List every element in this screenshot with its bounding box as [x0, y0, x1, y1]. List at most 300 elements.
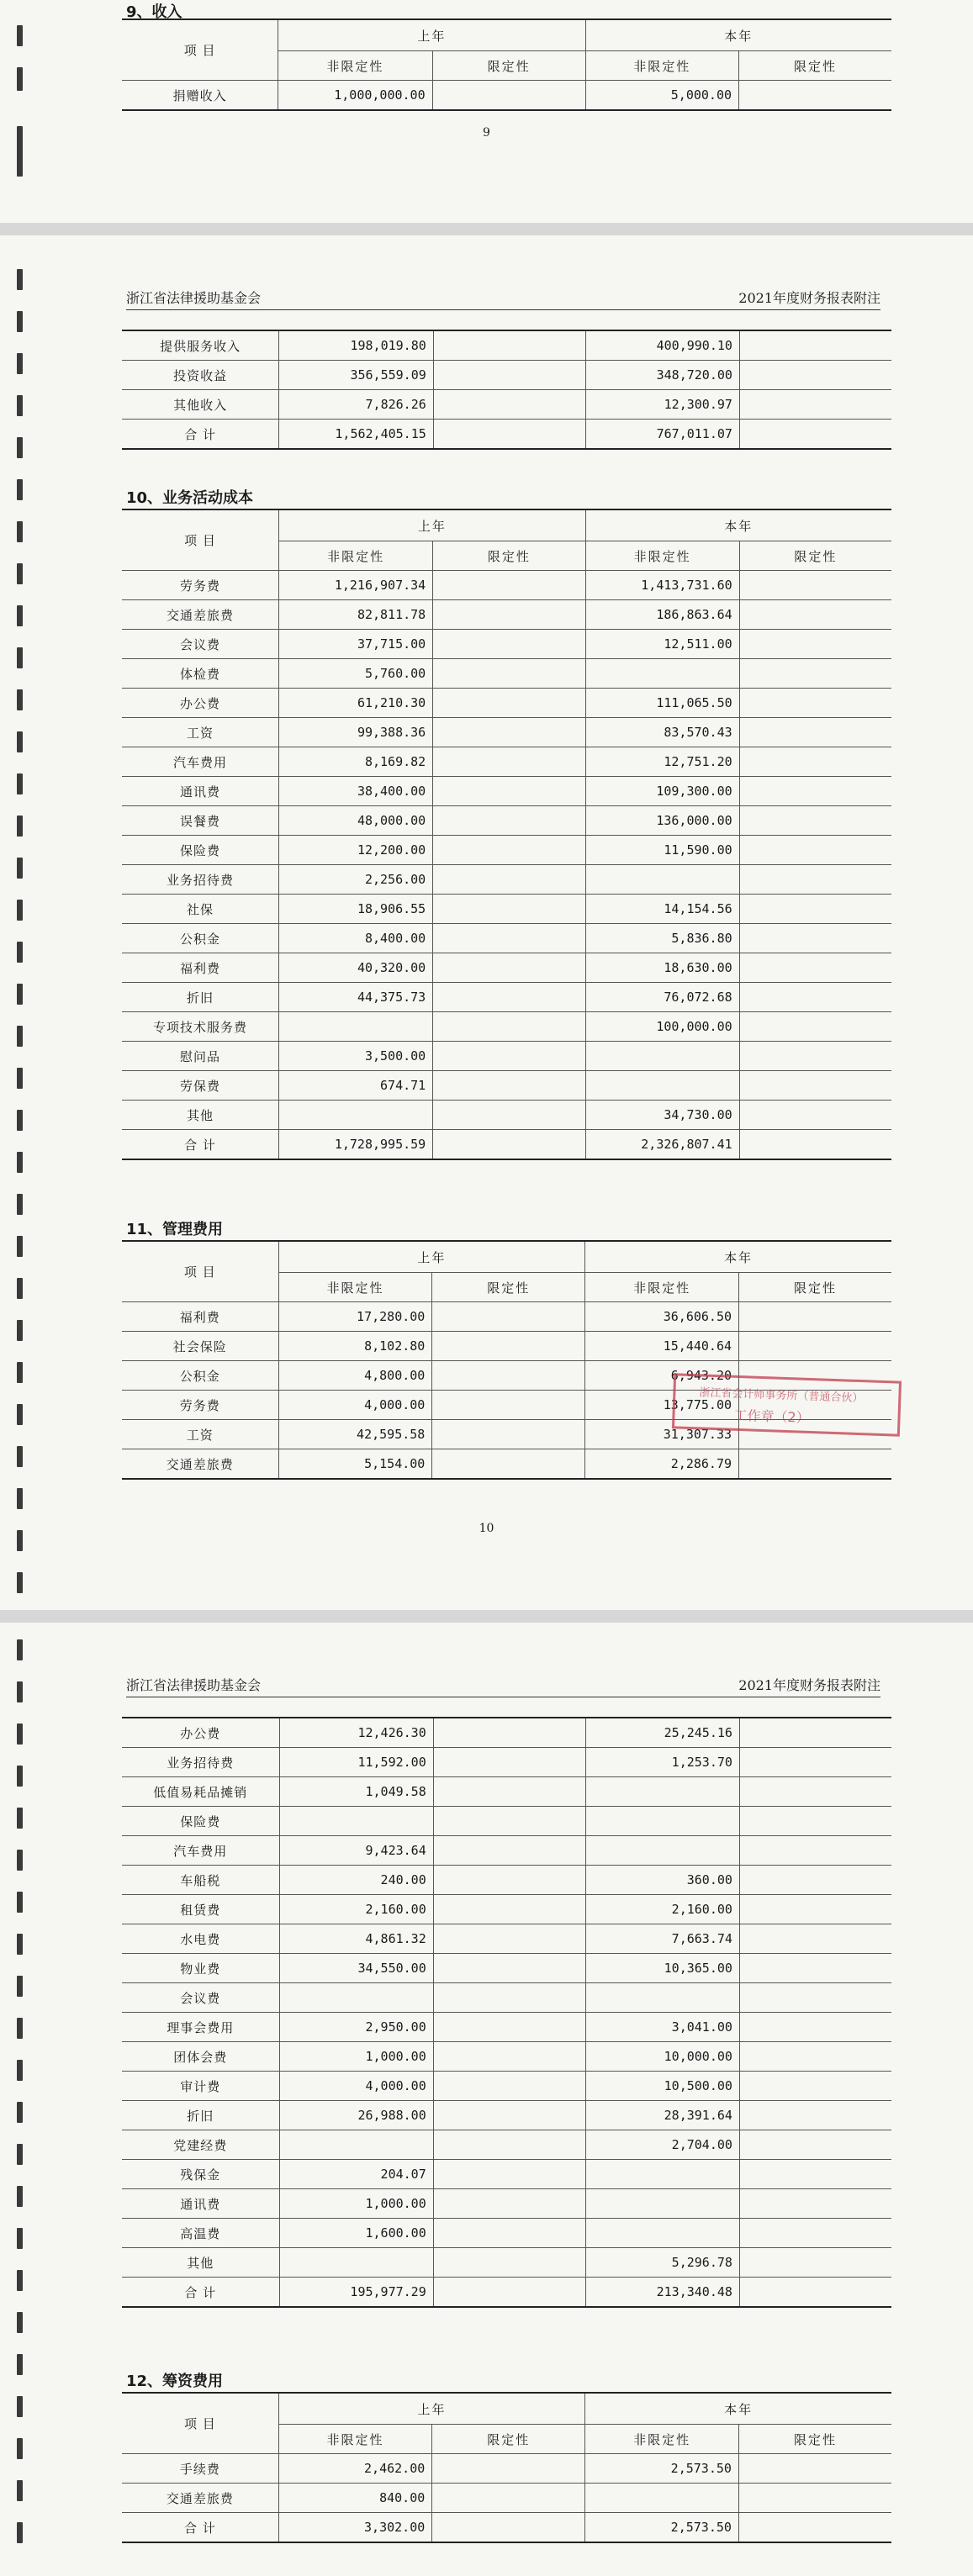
col-unr-header: 非限定性 [585, 2425, 739, 2454]
row-label: 福利费 [122, 1302, 278, 1332]
table-row [122, 1748, 891, 1777]
prev-restricted-value [433, 600, 585, 630]
table-row [122, 1866, 891, 1895]
binding-hole-mark [17, 521, 23, 542]
prev-unrestricted-value: 44,375.73 [279, 983, 433, 1012]
table-row [122, 924, 891, 953]
binding-hole-mark [17, 1068, 23, 1089]
binding-hole-mark [17, 942, 23, 963]
binding-hole-mark [17, 1404, 23, 1425]
binding-hole-mark [17, 2312, 23, 2333]
table-row [122, 2042, 891, 2072]
col-res-header: 限定性 [738, 2425, 891, 2454]
cur-unrestricted-value [585, 659, 739, 689]
cur-unrestricted-value: 186,863.64 [585, 600, 739, 630]
cur-restricted-value [739, 1924, 891, 1954]
binding-hole-mark [17, 647, 23, 668]
cur-restricted-value [739, 953, 891, 983]
page-header [126, 288, 880, 310]
row-label: 租赁费 [122, 1895, 279, 1924]
cur-unrestricted-value: 14,154.56 [585, 895, 739, 924]
row-label: 折旧 [122, 983, 279, 1012]
binding-hole-mark [17, 984, 23, 1005]
cur-unrestricted-value: 10,500.00 [585, 2072, 739, 2101]
cur-unrestricted-value: 11,590.00 [585, 836, 739, 865]
prev-unrestricted-value: 2,160.00 [279, 1895, 433, 1924]
prev-restricted-value [433, 1777, 585, 1807]
prev-restricted-value [433, 2042, 585, 2072]
row-label: 其他 [122, 2248, 279, 2278]
cur-restricted-value [739, 1042, 891, 1071]
row-label: 劳务费 [122, 571, 279, 600]
cur-unrestricted-value: 31,307.33 [585, 1420, 739, 1449]
row-label: 党建经费 [122, 2130, 279, 2160]
prev-unrestricted-value: 40,320.00 [279, 953, 433, 983]
cur-unrestricted-value: 213,340.48 [585, 2278, 739, 2308]
prev-restricted-value [432, 1332, 585, 1361]
row-label: 通讯费 [122, 777, 279, 806]
table-row [122, 630, 891, 659]
cur-restricted-value [739, 747, 891, 777]
prev-unrestricted-value: 1,000.00 [279, 2189, 433, 2219]
cur-restricted-value [738, 2513, 891, 2543]
col-unr-header: 非限定性 [279, 541, 433, 571]
prev-restricted-value [433, 2248, 585, 2278]
cur-unrestricted-value: 7,663.74 [585, 1924, 739, 1954]
stamp-line-1: 浙江省会计师事务所（普通合伙） [699, 1386, 864, 1406]
col-cur-header: 本年 [585, 2393, 891, 2425]
row-label: 合 计 [122, 2278, 279, 2308]
prev-restricted-value [433, 1866, 585, 1895]
binding-hole-mark [17, 126, 23, 177]
prev-unrestricted-value: 7,826.26 [279, 390, 434, 420]
table-row [122, 600, 891, 630]
stamp-line-2: 工作章（2） [733, 1407, 810, 1426]
cur-unrestricted-value: 400,990.10 [585, 330, 739, 361]
prev-restricted-value [433, 689, 585, 718]
prev-restricted-value [433, 1042, 585, 1071]
prev-restricted-value [433, 983, 585, 1012]
prev-unrestricted-value: 42,595.58 [278, 1420, 432, 1449]
table-row [122, 2013, 891, 2042]
cur-unrestricted-value: 13,775.00 [585, 1391, 739, 1420]
prev-restricted-value [432, 2513, 585, 2543]
prev-unrestricted-value [279, 2130, 433, 2160]
table-row [122, 659, 891, 689]
table-business-cost [122, 509, 891, 1160]
cur-restricted-value [739, 1071, 891, 1101]
cur-restricted-value [739, 2101, 891, 2130]
table-row [122, 689, 891, 718]
cur-restricted-value [739, 630, 891, 659]
cur-restricted-value [739, 1748, 891, 1777]
prev-unrestricted-value: 3,500.00 [279, 1042, 433, 1071]
cur-restricted-value [739, 1866, 891, 1895]
prev-restricted-value [433, 2013, 585, 2042]
row-label: 社会保险 [122, 1332, 278, 1361]
table-row [122, 1983, 891, 2013]
page-number: 10 [479, 1522, 494, 1535]
col-unr-header: 非限定性 [278, 51, 432, 81]
table-row [122, 1836, 891, 1866]
prev-unrestricted-value: 18,906.55 [279, 895, 433, 924]
binding-hole-mark [17, 269, 23, 290]
table-income-cont [122, 330, 891, 450]
cur-unrestricted-value: 36,606.50 [585, 1302, 739, 1332]
prev-restricted-value [433, 2278, 585, 2308]
cur-restricted-value [739, 1332, 891, 1361]
prev-restricted-value [432, 1361, 585, 1391]
binding-hole-mark [17, 479, 23, 500]
prev-unrestricted-value: 1,049.58 [279, 1777, 433, 1807]
prev-unrestricted-value [279, 1012, 433, 1042]
cur-restricted-value [739, 1895, 891, 1924]
cur-restricted-value [739, 1807, 891, 1836]
cur-restricted-value [739, 1302, 891, 1332]
binding-hole-mark [17, 1723, 23, 1745]
prev-unrestricted-value [279, 1983, 433, 2013]
cur-restricted-value [739, 689, 891, 718]
cur-unrestricted-value: 360.00 [585, 1866, 739, 1895]
cur-unrestricted-value: 25,245.16 [585, 1718, 739, 1748]
cur-unrestricted-value: 100,000.00 [585, 1012, 739, 1042]
binding-hole-mark [17, 1572, 23, 1593]
table-admin-expense-cont [122, 1717, 891, 2308]
prev-restricted-value [433, 571, 585, 600]
prev-unrestricted-value: 82,811.78 [279, 600, 433, 630]
prev-unrestricted-value: 2,256.00 [279, 865, 433, 895]
cur-unrestricted-value: 28,391.64 [585, 2101, 739, 2130]
prev-restricted-value [433, 747, 585, 777]
binding-hole-mark [17, 1976, 23, 1997]
table-row [122, 390, 891, 420]
col-res-header: 限定性 [739, 51, 891, 81]
table-row [122, 953, 891, 983]
prev-restricted-value [433, 330, 585, 361]
binding-hole-mark [17, 2228, 23, 2249]
prev-restricted-value [433, 895, 585, 924]
prev-restricted-value [433, 420, 585, 450]
page-number: 9 [483, 126, 490, 140]
table-row [122, 2484, 891, 2513]
col-prev-header: 上年 [278, 1241, 585, 1273]
row-label: 合 计 [122, 2513, 278, 2543]
binding-hole-mark [17, 395, 23, 416]
cur-restricted-value [739, 600, 891, 630]
binding-hole-mark [17, 1362, 23, 1383]
binding-hole-mark [17, 816, 23, 837]
row-label: 审计费 [122, 2072, 279, 2101]
prev-unrestricted-value: 4,000.00 [278, 1391, 432, 1420]
prev-unrestricted-value: 11,592.00 [279, 1748, 433, 1777]
prev-unrestricted-value: 1,000,000.00 [278, 81, 432, 111]
cur-unrestricted-value [585, 1042, 739, 1071]
row-label: 其他收入 [122, 390, 279, 420]
prev-restricted-value [432, 2454, 585, 2484]
cur-restricted-value [739, 1449, 891, 1480]
col-item-header: 项 目 [122, 509, 279, 571]
row-label: 交通差旅费 [122, 1449, 278, 1480]
cur-restricted-value [739, 777, 891, 806]
row-label: 业务招待费 [122, 865, 279, 895]
cur-unrestricted-value: 15,440.64 [585, 1332, 739, 1361]
row-label: 专项技术服务费 [122, 1012, 279, 1042]
section-12-title: 12、筹资费用 [126, 2373, 224, 2390]
table-row [122, 1924, 891, 1954]
binding-hole-mark [17, 2480, 23, 2501]
binding-hole-mark [17, 2144, 23, 2165]
cur-restricted-value [739, 1130, 891, 1160]
row-label: 交通差旅费 [122, 600, 279, 630]
binding-hole-mark [17, 689, 23, 710]
row-label: 物业费 [122, 1954, 279, 1983]
prev-unrestricted-value: 198,019.80 [279, 330, 434, 361]
prev-restricted-value [433, 1012, 585, 1042]
prev-unrestricted-value: 99,388.36 [279, 718, 433, 747]
prev-unrestricted-value [279, 1101, 433, 1130]
prev-unrestricted-value: 1,216,907.34 [279, 571, 433, 600]
binding-hole-mark [17, 2396, 23, 2417]
prev-unrestricted-value: 240.00 [279, 1866, 433, 1895]
page-3 [0, 1623, 973, 2576]
binding-hole-mark [17, 731, 23, 752]
page-header [126, 1675, 880, 1697]
col-prev-header: 上年 [278, 19, 585, 51]
prev-unrestricted-value: 37,715.00 [279, 630, 433, 659]
binding-hole-mark [17, 2018, 23, 2039]
cur-restricted-value [738, 2454, 891, 2484]
col-prev-header: 上年 [279, 509, 585, 541]
binding-hole-mark [17, 858, 23, 879]
prev-restricted-value [433, 1718, 585, 1748]
row-label: 高温费 [122, 2219, 279, 2248]
prev-unrestricted-value: 1,728,995.59 [279, 1130, 433, 1160]
row-label: 保险费 [122, 1807, 279, 1836]
prev-unrestricted-value: 356,559.09 [279, 361, 434, 390]
col-item-header: 项 目 [122, 2393, 278, 2454]
table-row [122, 806, 891, 836]
prev-unrestricted-value: 12,200.00 [279, 836, 433, 865]
binding-hole-mark [17, 1110, 23, 1131]
header-report: 2021年度财务报表附注 [738, 290, 880, 306]
table-row [122, 2248, 891, 2278]
col-unr-header: 非限定性 [585, 541, 739, 571]
prev-unrestricted-value: 26,988.00 [279, 2101, 433, 2130]
prev-restricted-value [433, 806, 585, 836]
cur-restricted-value [739, 1954, 891, 1983]
cur-restricted-value [739, 361, 891, 390]
col-unr-header: 非限定性 [278, 1273, 432, 1302]
row-label: 汽车费用 [122, 747, 279, 777]
prev-restricted-value [432, 1302, 585, 1332]
cur-unrestricted-value: 5,296.78 [585, 2248, 739, 2278]
prev-unrestricted-value: 48,000.00 [279, 806, 433, 836]
table-row [122, 2160, 891, 2189]
prev-unrestricted-value [279, 1807, 433, 1836]
prev-restricted-value [433, 924, 585, 953]
prev-restricted-value [433, 2160, 585, 2189]
table-row [122, 330, 891, 361]
cur-restricted-value [739, 2042, 891, 2072]
col-cur-header: 本年 [585, 1241, 891, 1273]
binding-hole-mark [17, 2438, 23, 2459]
row-label: 合 计 [122, 420, 279, 450]
binding-hole-mark [17, 1639, 23, 1660]
cur-restricted-value [739, 895, 891, 924]
binding-hole-mark [17, 2186, 23, 2207]
table-row [122, 1071, 891, 1101]
cur-restricted-value [739, 2160, 891, 2189]
cur-unrestricted-value: 2,704.00 [585, 2130, 739, 2160]
binding-hole-mark [17, 1320, 23, 1341]
prev-unrestricted-value [279, 2248, 433, 2278]
binding-hole-mark [17, 1446, 23, 1467]
cur-restricted-value [739, 390, 891, 420]
row-label: 团体会费 [122, 2042, 279, 2072]
binding-hole-mark [17, 25, 23, 46]
table-row [122, 1042, 891, 1071]
table-row [122, 865, 891, 895]
cur-unrestricted-value [585, 1807, 739, 1836]
table-row [122, 2101, 891, 2130]
cur-restricted-value [739, 865, 891, 895]
table-row [122, 1012, 891, 1042]
cur-unrestricted-value [585, 1836, 739, 1866]
prev-unrestricted-value: 8,102.80 [278, 1332, 432, 1361]
table-row [122, 1807, 891, 1836]
col-unr-header: 非限定性 [278, 2425, 432, 2454]
prev-unrestricted-value: 8,400.00 [279, 924, 433, 953]
row-label: 慰问品 [122, 1042, 279, 1071]
prev-restricted-value [433, 718, 585, 747]
cur-restricted-value [739, 983, 891, 1012]
binding-hole-mark [17, 1850, 23, 1871]
col-res-header: 限定性 [433, 541, 585, 571]
cur-unrestricted-value: 6,943.20 [585, 1361, 739, 1391]
table-row [122, 81, 891, 111]
table-row [122, 836, 891, 865]
prev-restricted-value [433, 1954, 585, 1983]
prev-unrestricted-value: 1,000.00 [279, 2042, 433, 2072]
section-10-title: 10、业务活动成本 [126, 489, 254, 507]
table-row [122, 2072, 891, 2101]
cur-unrestricted-value: 2,286.79 [585, 1449, 739, 1480]
prev-unrestricted-value: 34,550.00 [279, 1954, 433, 1983]
cur-restricted-value [739, 2248, 891, 2278]
col-cur-header: 本年 [585, 19, 891, 51]
prev-restricted-value [433, 777, 585, 806]
cur-unrestricted-value: 76,072.68 [585, 983, 739, 1012]
cur-unrestricted-value: 109,300.00 [585, 777, 739, 806]
cur-unrestricted-value: 12,751.20 [585, 747, 739, 777]
table-row [122, 571, 891, 600]
prev-restricted-value [433, 1130, 585, 1160]
prev-restricted-value [433, 2219, 585, 2248]
binding-hole-mark [17, 1026, 23, 1047]
cur-unrestricted-value [585, 1071, 739, 1101]
cur-restricted-value [739, 2072, 891, 2101]
binding-hole-mark [17, 1152, 23, 1173]
row-label: 捐赠收入 [122, 81, 278, 111]
binding-hole-mark [17, 1892, 23, 1913]
binding-hole-mark [17, 1236, 23, 1257]
prev-unrestricted-value: 4,861.32 [279, 1924, 433, 1954]
binding-hole-mark [17, 437, 23, 458]
prev-unrestricted-value: 2,462.00 [278, 2454, 432, 2484]
prev-unrestricted-value: 38,400.00 [279, 777, 433, 806]
binding-hole-mark [17, 1766, 23, 1787]
row-label: 低值易耗品摊销 [122, 1777, 279, 1807]
prev-unrestricted-value: 1,600.00 [279, 2219, 433, 2248]
row-label: 汽车费用 [122, 1836, 279, 1866]
table-row [122, 2130, 891, 2160]
prev-unrestricted-value: 195,977.29 [279, 2278, 433, 2308]
cur-unrestricted-value: 767,011.07 [585, 420, 739, 450]
cur-restricted-value [739, 2013, 891, 2042]
cur-unrestricted-value: 2,573.50 [585, 2454, 739, 2484]
prev-unrestricted-value: 4,800.00 [278, 1361, 432, 1391]
prev-restricted-value [433, 1983, 585, 2013]
prev-unrestricted-value: 8,169.82 [279, 747, 433, 777]
prev-restricted-value [432, 2484, 585, 2513]
cur-unrestricted-value: 348,720.00 [585, 361, 739, 390]
cur-restricted-value [739, 571, 891, 600]
col-cur-header: 本年 [585, 509, 891, 541]
table-row [122, 718, 891, 747]
cur-restricted-value [739, 1836, 891, 1866]
cur-restricted-value [739, 81, 891, 111]
binding-hole-mark [17, 563, 23, 584]
table-row [122, 747, 891, 777]
prev-restricted-value [433, 659, 585, 689]
binding-hole-mark [17, 2522, 23, 2543]
table-row [122, 1449, 891, 1480]
section-11-title: 11、管理费用 [126, 1221, 224, 1238]
row-label: 水电费 [122, 1924, 279, 1954]
cur-unrestricted-value: 1,413,731.60 [585, 571, 739, 600]
table-row [122, 1302, 891, 1332]
prev-unrestricted-value: 61,210.30 [279, 689, 433, 718]
row-label: 办公费 [122, 1718, 279, 1748]
binding-hole-mark [17, 67, 23, 91]
cur-restricted-value [739, 718, 891, 747]
prev-unrestricted-value: 5,760.00 [279, 659, 433, 689]
prev-restricted-value [433, 1101, 585, 1130]
table-row [122, 1130, 891, 1160]
row-label: 办公费 [122, 689, 279, 718]
binding-hole-mark [17, 353, 23, 374]
cur-restricted-value [739, 924, 891, 953]
row-label: 投资收益 [122, 361, 279, 390]
table-row [122, 1101, 891, 1130]
row-label: 工资 [122, 718, 279, 747]
col-item-header: 项 目 [122, 19, 278, 81]
table-row [122, 983, 891, 1012]
prev-unrestricted-value: 1,562,405.15 [279, 420, 434, 450]
table-row [122, 1777, 891, 1807]
row-label: 合 计 [122, 1130, 279, 1160]
binding-hole-mark [17, 605, 23, 626]
col-item-header: 项 目 [122, 1241, 278, 1302]
row-label: 工资 [122, 1420, 278, 1449]
section-9-title: 9、收入 [126, 3, 182, 21]
prev-unrestricted-value: 12,426.30 [279, 1718, 433, 1748]
col-res-header: 限定性 [432, 1273, 585, 1302]
cur-unrestricted-value [585, 865, 739, 895]
col-res-header: 限定性 [739, 541, 891, 571]
row-label: 车船税 [122, 1866, 279, 1895]
cur-unrestricted-value: 34,730.00 [585, 1101, 739, 1130]
